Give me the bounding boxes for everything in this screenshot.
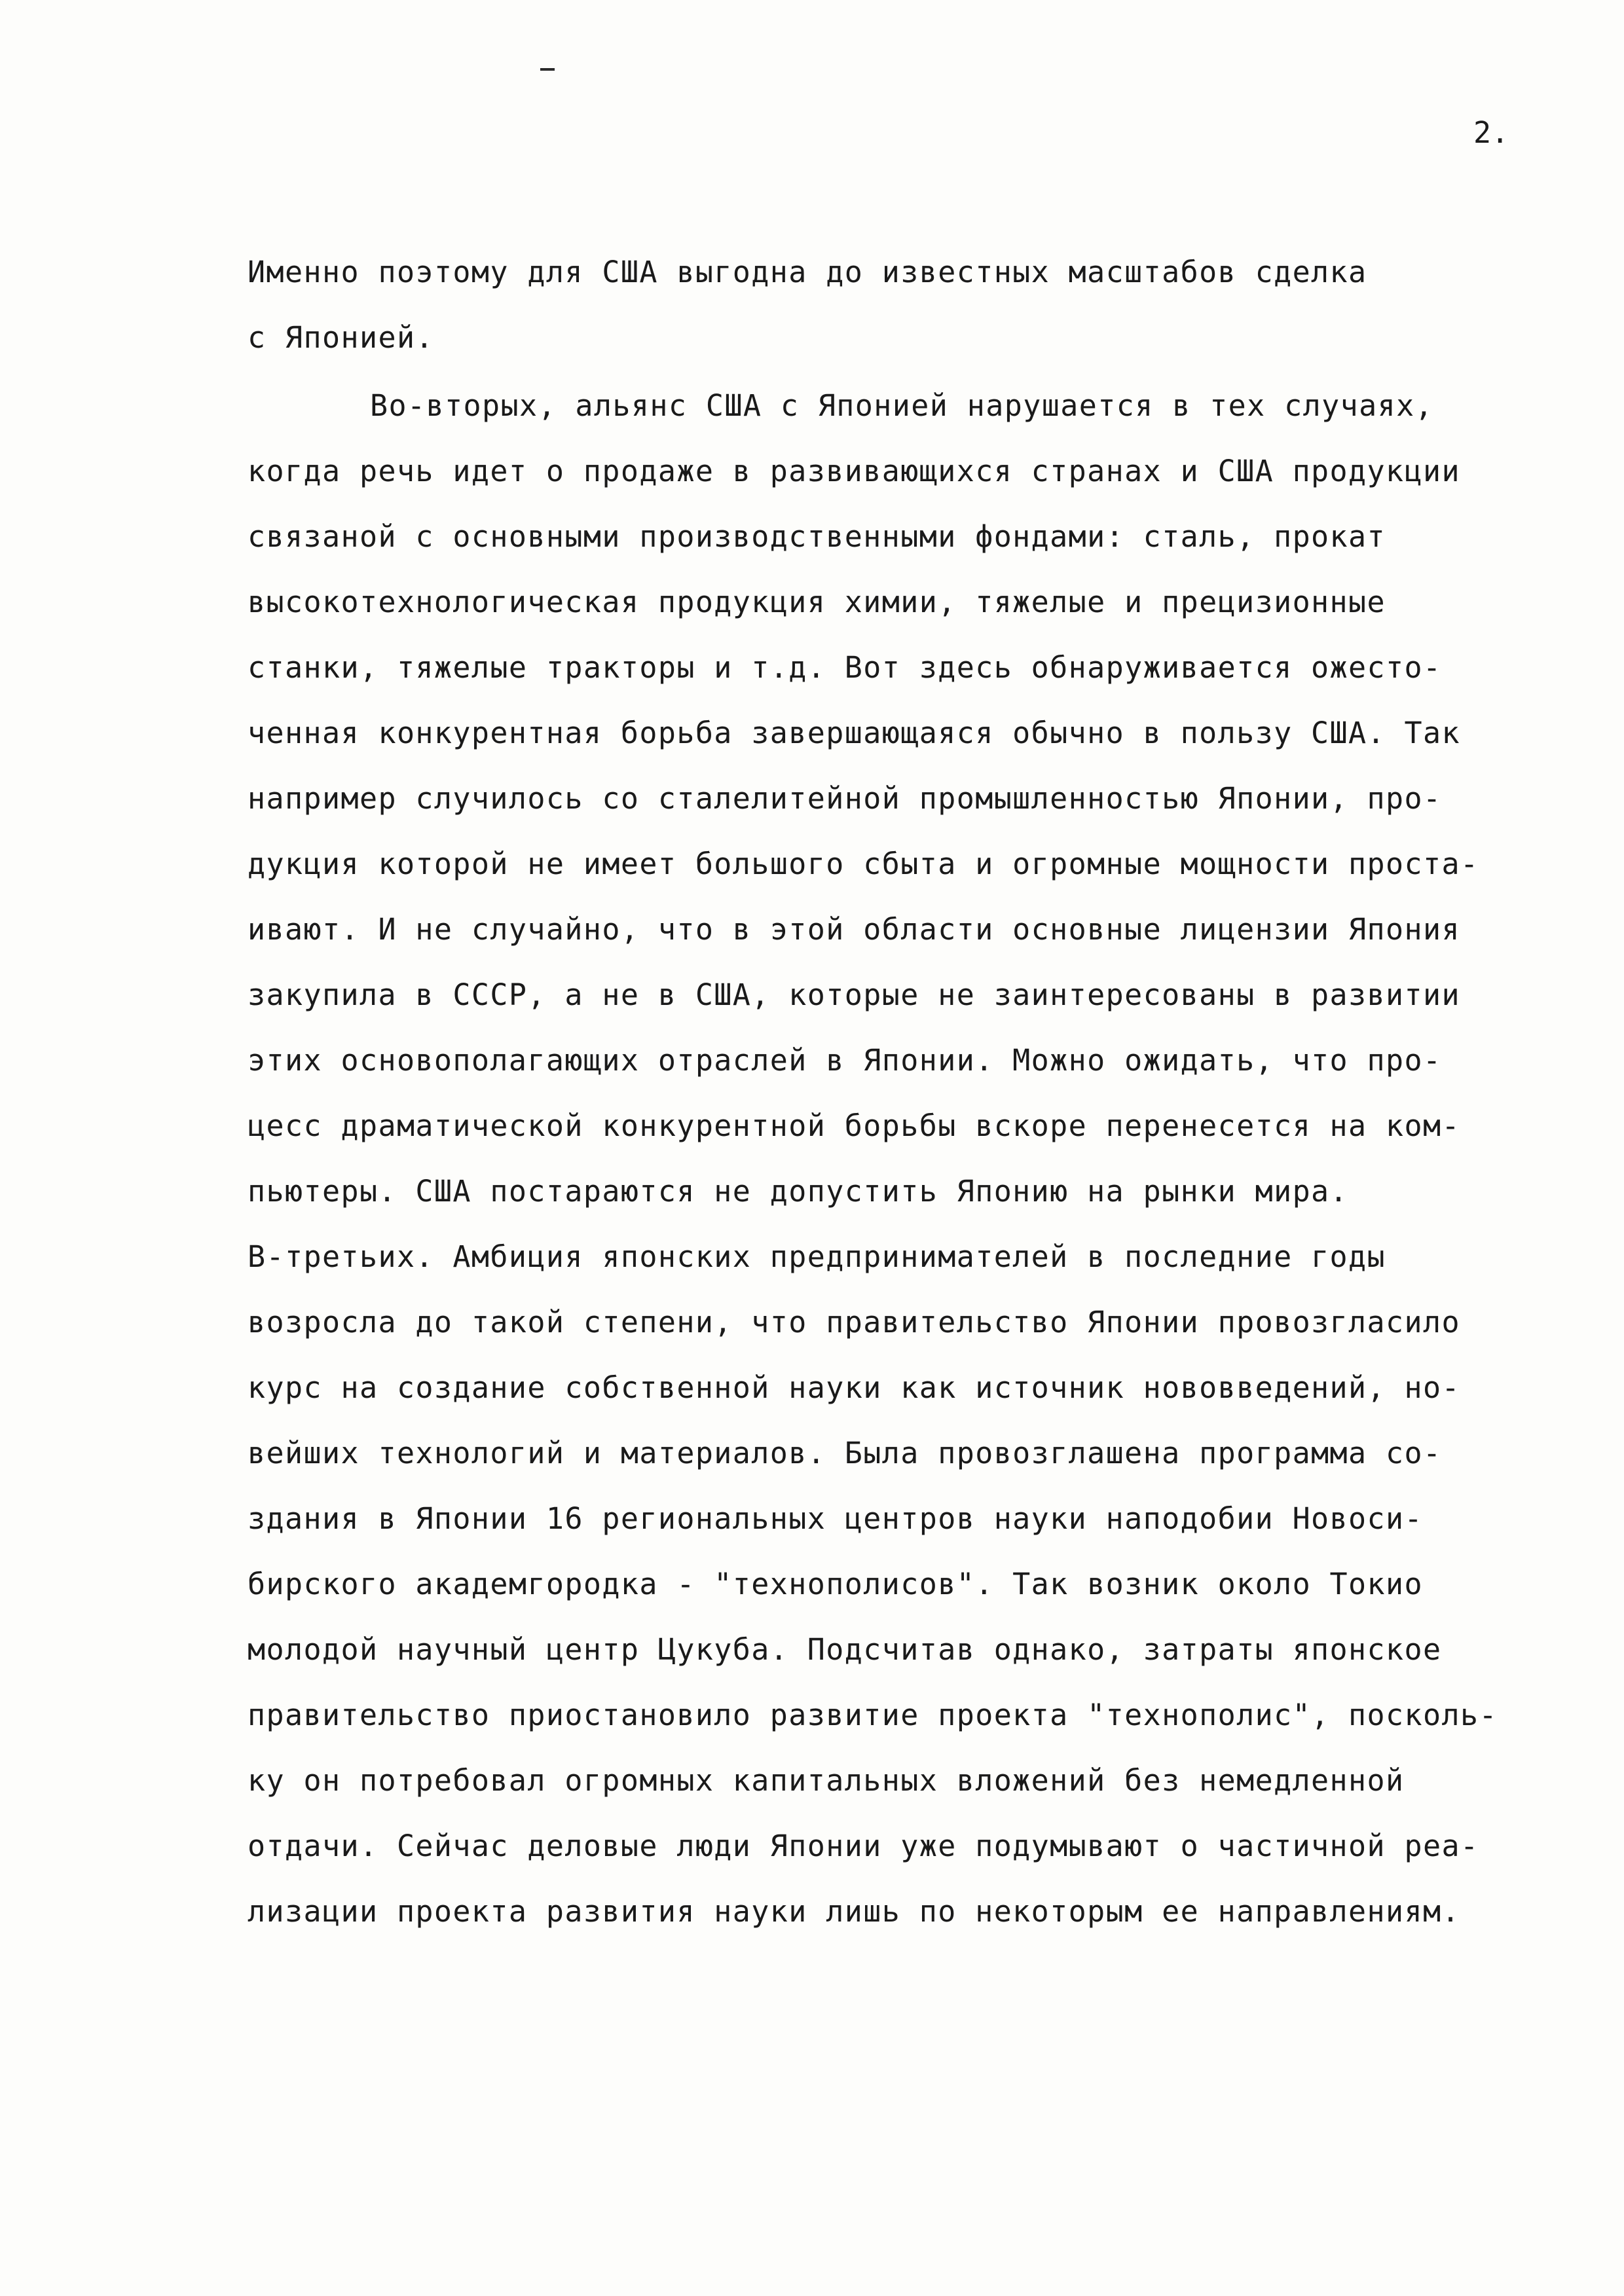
text-line: курс на создание собственной науки как источник нововведений, но- (248, 1370, 1460, 1405)
text-line: например случилось со сталелитейной промышленностью Японии, про- (248, 781, 1442, 816)
text-line: бирского академгородка - "технополисов". Так возник около Токио (248, 1567, 1424, 1601)
text-line: правительство приостановило развитие проекта "технополис", посколь- (248, 1698, 1498, 1732)
text-line: ивают. И не случайно, что в этой области основные лицензии Япония (248, 912, 1460, 947)
text-line: лизации проекта развития науки лишь по некоторым ее направлениям. (248, 1894, 1460, 1929)
text-line: пьютеры. США постараются не допустить Японию на рынки мира. (248, 1174, 1349, 1209)
text-line: возросла до такой степени, что правительство Японии провозгласило (248, 1305, 1460, 1339)
text-line: станки, тяжелые тракторы и т.д. Вот здесь обнаруживается ожесто- (248, 650, 1442, 685)
text-line: ку он потребовал огромных капитальных вложений без немедленной (248, 1763, 1405, 1798)
text-line: дукция которой не имеет большого сбыта и огромные мощности проста- (248, 847, 1479, 881)
text-line: связаной с основными производственными фондами: сталь, прокат (248, 519, 1386, 554)
text-line: этих основополагающих отраслей в Японии. Можно ожидать, что про- (248, 1043, 1442, 1078)
text-line: отдачи. Сейчас деловые люди Японии уже подумывают о частичной реа- (248, 1829, 1479, 1863)
text-line: цесс драматической конкурентной борьбы вскоре перенесется на ком- (248, 1108, 1460, 1143)
text-line: закупила в СССР, а не в США, которые не заинтересованы в развитии (248, 977, 1460, 1012)
stray-ink-mark (540, 68, 555, 71)
text-line: с Японией. (248, 320, 434, 355)
text-line: когда речь идет о продаже в развивающихся странах и США продукции (248, 454, 1460, 488)
page-number: 2. (1473, 115, 1509, 150)
text-line: В-третьих. Амбиция японских предпринимателей в последние годы (248, 1239, 1386, 1274)
text-line: высокотехнологическая продукция химии, тяжелые и прецизионные (248, 585, 1386, 619)
text-line: здания в Японии 16 региональных центров науки наподобии Новоси- (248, 1501, 1424, 1536)
text-line: Во-вторых, альянс США с Японией нарушается в тех случаях, (370, 388, 1434, 423)
text-line: ченная конкурентная борьба завершающаяся обычно в пользу США. Так (248, 716, 1460, 750)
text-line: молодой научный центр Цукуба. Подсчитав однако, затраты японское (248, 1632, 1442, 1667)
text-line: вейших технологий и материалов. Была провозглашена программа со- (248, 1436, 1442, 1470)
text-line: Именно поэтому для США выгодна до известных масштабов сделка (248, 255, 1367, 289)
